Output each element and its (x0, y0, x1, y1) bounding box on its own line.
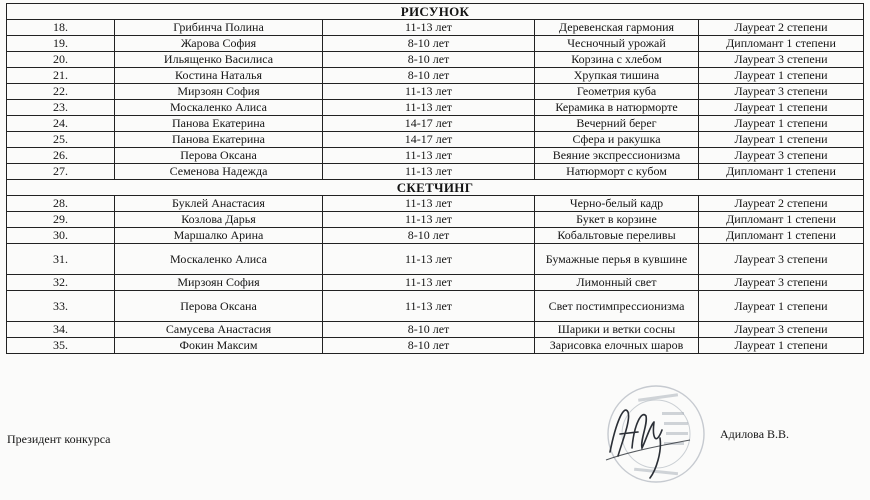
table-row (7, 100, 864, 116)
award: Лауреат 3 степени (699, 322, 864, 338)
section-header-row (7, 4, 864, 20)
artwork-title: Натюрморт с кубом (535, 164, 699, 180)
row-number: 24. (7, 116, 115, 132)
artwork-title: Черно-белый кадр (535, 196, 699, 212)
participant-name: Перова Оксана (115, 148, 323, 164)
artwork-title: Керамика в натюрморте (535, 100, 699, 116)
age-group: 14-17 лет (323, 132, 535, 148)
row-number: 19. (7, 36, 115, 52)
table-row (7, 132, 864, 148)
award: Дипломант 1 степени (699, 164, 864, 180)
artwork-title: Корзина с хлебом (535, 52, 699, 68)
age-group: 8-10 лет (323, 68, 535, 84)
award: Лауреат 1 степени (699, 291, 864, 322)
award: Лауреат 2 степени (699, 20, 864, 36)
row-number: 33. (7, 291, 115, 322)
results-table (6, 3, 864, 354)
table-row (7, 52, 864, 68)
participant-name: Буклей Анастасия (115, 196, 323, 212)
row-number: 20. (7, 52, 115, 68)
section-title: СКЕТЧИНГ (7, 180, 864, 196)
artwork-title: Бумажные перья в кувшине (535, 244, 699, 275)
age-group: 11-13 лет (323, 20, 535, 36)
footer-role: Президент конкурса (7, 432, 111, 446)
table-row (7, 20, 864, 36)
artwork-title: Свет постимпрессионизма (535, 291, 699, 322)
participant-name: Мирзоян София (115, 84, 323, 100)
participant-name: Панова Екатерина (115, 132, 323, 148)
table-row (7, 322, 864, 338)
participant-name: Маршалко Арина (115, 228, 323, 244)
footer-signatory-name: Адилова В.В. (720, 427, 790, 441)
section-title: РИСУНОК (7, 4, 864, 20)
row-number: 29. (7, 212, 115, 228)
row-number: 27. (7, 164, 115, 180)
participant-name: Панова Екатерина (115, 116, 323, 132)
age-group: 11-13 лет (323, 164, 535, 180)
participant-name: Козлова Дарья (115, 212, 323, 228)
participant-name: Ильященко Василиса (115, 52, 323, 68)
row-number: 25. (7, 132, 115, 148)
age-group: 8-10 лет (323, 322, 535, 338)
award: Дипломант 1 степени (699, 228, 864, 244)
age-group: 8-10 лет (323, 36, 535, 52)
table-row (7, 148, 864, 164)
artwork-title: Вечерний берег (535, 116, 699, 132)
age-group: 8-10 лет (323, 228, 535, 244)
row-number: 35. (7, 338, 115, 354)
section-header-row (7, 180, 864, 196)
table-row (7, 212, 864, 228)
artwork-title: Чесночный урожай (535, 36, 699, 52)
age-group: 8-10 лет (323, 52, 535, 68)
row-number: 31. (7, 244, 115, 275)
artwork-title: Сфера и ракушка (535, 132, 699, 148)
row-number: 30. (7, 228, 115, 244)
table-row (7, 196, 864, 212)
award: Лауреат 3 степени (699, 148, 864, 164)
award: Лауреат 1 степени (699, 116, 864, 132)
table-row (7, 164, 864, 180)
row-number: 23. (7, 100, 115, 116)
artwork-title: Зарисовка елочных шаров (535, 338, 699, 354)
participant-name: Самусева Анастасия (115, 322, 323, 338)
award: Лауреат 1 степени (699, 68, 864, 84)
participant-name: Грибинча Полина (115, 20, 323, 36)
artwork-title: Веяние экспрессионизма (535, 148, 699, 164)
award: Лауреат 3 степени (699, 52, 864, 68)
table-body (7, 4, 864, 354)
age-group: 11-13 лет (323, 212, 535, 228)
row-number: 22. (7, 84, 115, 100)
row-number: 21. (7, 68, 115, 84)
participant-name: Мирзоян София (115, 275, 323, 291)
row-number: 26. (7, 148, 115, 164)
table-row (7, 36, 864, 52)
age-group: 11-13 лет (323, 291, 535, 322)
award: Лауреат 1 степени (699, 132, 864, 148)
award: Дипломант 1 степени (699, 212, 864, 228)
table-row (7, 84, 864, 100)
table-row (7, 228, 864, 244)
participant-name: Москаленко Алиса (115, 244, 323, 275)
age-group: 11-13 лет (323, 84, 535, 100)
participant-name: Семенова Надежда (115, 164, 323, 180)
age-group: 11-13 лет (323, 148, 535, 164)
table-row (7, 275, 864, 291)
row-number: 34. (7, 322, 115, 338)
age-group: 11-13 лет (323, 244, 535, 275)
age-group: 11-13 лет (323, 196, 535, 212)
artwork-title: Букет в корзине (535, 212, 699, 228)
award: Лауреат 3 степени (699, 84, 864, 100)
artwork-title: Кобальтовые переливы (535, 228, 699, 244)
award: Лауреат 3 степени (699, 275, 864, 291)
participant-name: Фокин Максим (115, 338, 323, 354)
award: Дипломант 1 степени (699, 36, 864, 52)
age-group: 11-13 лет (323, 275, 535, 291)
table-row (7, 68, 864, 84)
award: Лауреат 2 степени (699, 196, 864, 212)
participant-name: Костина Наталья (115, 68, 323, 84)
artwork-title: Геометрия куба (535, 84, 699, 100)
age-group: 8-10 лет (323, 338, 535, 354)
participant-name: Жарова София (115, 36, 323, 52)
participant-name: Перова Оксана (115, 291, 323, 322)
age-group: 14-17 лет (323, 116, 535, 132)
table-row (7, 116, 864, 132)
award: Лауреат 1 степени (699, 100, 864, 116)
row-number: 28. (7, 196, 115, 212)
artwork-title: Хрупкая тишина (535, 68, 699, 84)
table-row (7, 291, 864, 322)
table-row (7, 338, 864, 354)
row-number: 18. (7, 20, 115, 36)
participant-name: Москаленко Алиса (115, 100, 323, 116)
artwork-title: Лимонный свет (535, 275, 699, 291)
row-number: 32. (7, 275, 115, 291)
award: Лауреат 1 степени (699, 338, 864, 354)
table-row (7, 244, 864, 275)
stamp-with-signature (598, 382, 710, 494)
award: Лауреат 3 степени (699, 244, 864, 275)
artwork-title: Шарики и ветки сосны (535, 322, 699, 338)
age-group: 11-13 лет (323, 100, 535, 116)
artwork-title: Деревенская гармония (535, 20, 699, 36)
